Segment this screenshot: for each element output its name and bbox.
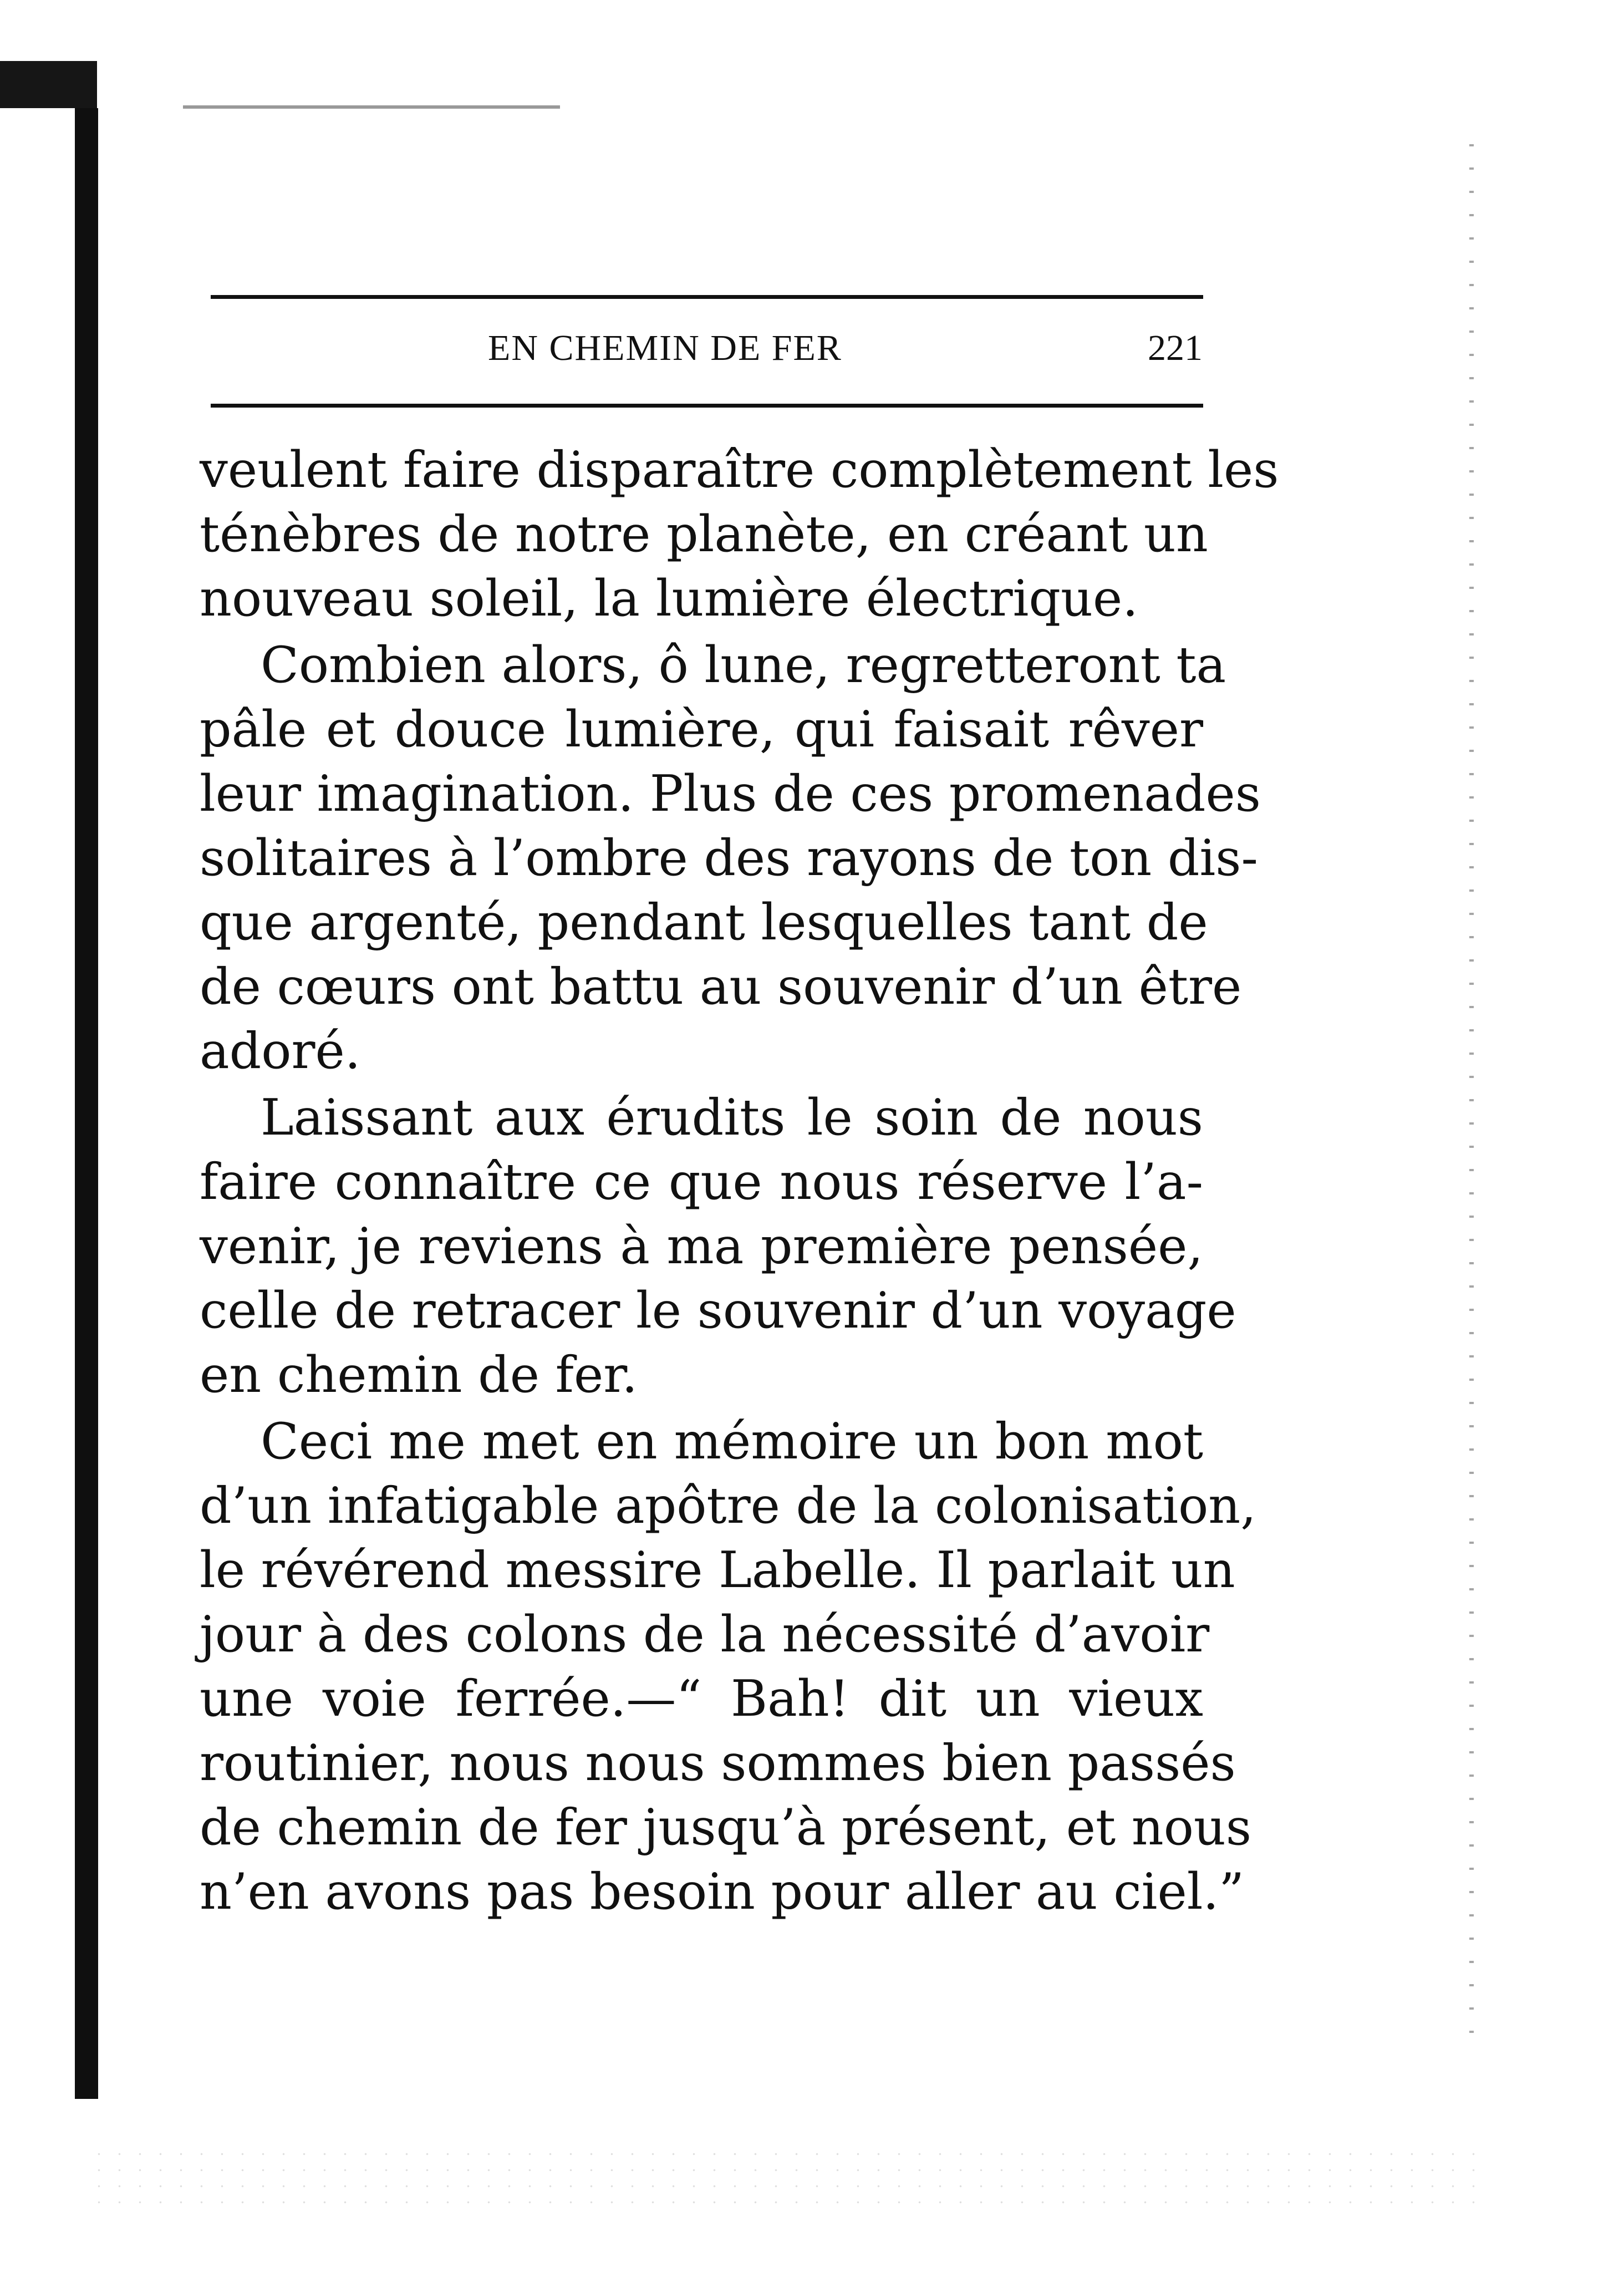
text-line: Combien alors, ô lune, regretteront ta (261, 636, 1226, 694)
text-line: de cœurs ont battu au souvenir d’un être (200, 958, 1242, 1016)
scan-top-smudge (183, 105, 560, 109)
scan-corner-shadow (0, 61, 97, 108)
text-line: celle de retracer le souvenir d’un voyage (200, 1282, 1236, 1340)
text-line: d’un infatigable apôtre de la colonisation, (200, 1477, 1256, 1535)
paragraph (200, 633, 1261, 1084)
text-line: une voie ferrée.—“ Bah! dit un vieux (200, 1670, 1203, 1728)
paragraph (200, 1086, 1236, 1407)
text-line: ténèbres de notre planète, en créant un (200, 505, 1208, 563)
text-line: Ceci me met en mémoire un bon mot (261, 1412, 1203, 1471)
running-head: EN CHEMIN DE FER (488, 328, 842, 368)
text-line: adoré. (200, 1022, 361, 1080)
scan-binding-edge (75, 108, 98, 2099)
header-rule-top (211, 295, 1203, 299)
paragraph (200, 438, 1279, 631)
text-line: venir, je reviens à ma première pensée, (200, 1217, 1203, 1275)
paragraph (200, 1410, 1256, 1924)
text-line: veulent faire disparaître complètement les (200, 441, 1279, 499)
text-line: n’en avons pas besoin pour aller au ciel.” (200, 1863, 1245, 1921)
text-line: leur imagination. Plus de ces promenades (200, 765, 1261, 823)
scan-bottom-speckle (89, 2146, 1486, 2213)
text-line: jour à des colons de la nécessité d’avoir (200, 1605, 1210, 1664)
header-rule-bottom (211, 404, 1203, 408)
text-line: faire connaître ce que nous réserve l’a- (200, 1153, 1203, 1211)
text-line: routinier, nous nous sommes bien passés (200, 1734, 1236, 1792)
page-body (200, 438, 1279, 1924)
text-line: Laissant aux érudits le soin de nous (261, 1089, 1203, 1147)
text-line: que argenté, pendant lesquelles tant de (200, 893, 1208, 952)
text-line: nouveau soleil, la lumière électrique. (200, 570, 1138, 628)
text-line: pâle et douce lumière, qui faisait rêver (200, 700, 1203, 759)
text-line: le révérend messire Labelle. Il parlait un (200, 1541, 1235, 1599)
page-number: 221 (1148, 328, 1203, 368)
text-line: en chemin de fer. (200, 1346, 638, 1404)
text-line: solitaires à l’ombre des rayons de ton dis- (200, 829, 1258, 887)
scan-right-edge-noise (1469, 144, 1474, 2041)
text-line: de chemin de fer jusqu’à présent, et nous (200, 1798, 1252, 1857)
